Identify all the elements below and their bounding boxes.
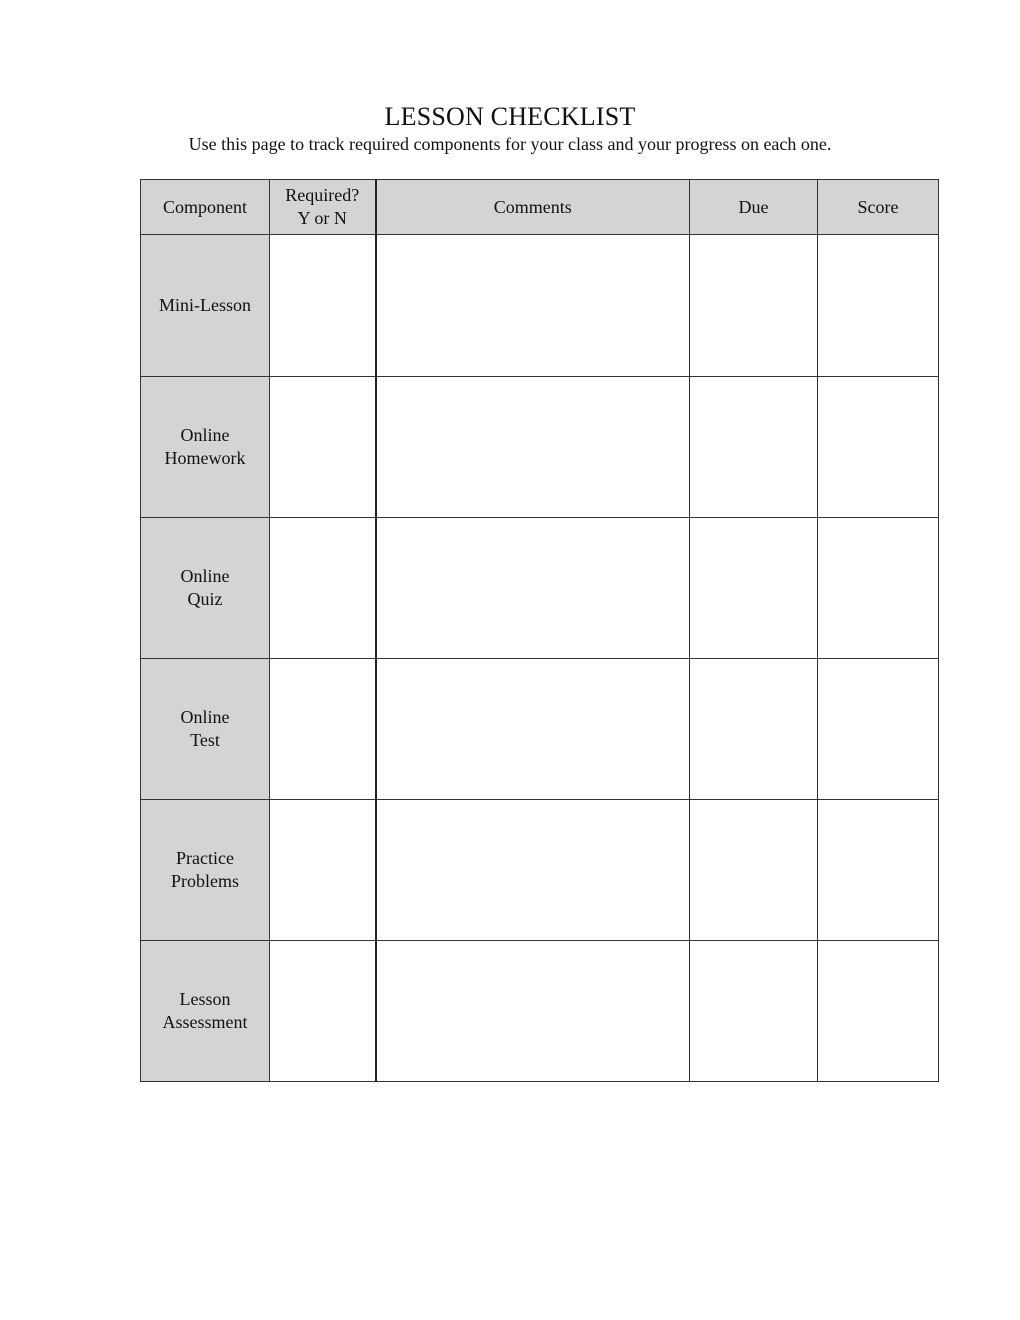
score-cell[interactable] <box>818 800 939 941</box>
score-cell[interactable] <box>818 235 939 377</box>
due-cell[interactable] <box>690 659 818 800</box>
page-subtitle: Use this page to track required components for your class and your progress on each one. <box>188 134 832 154</box>
header-score: Score <box>818 180 939 235</box>
header-required-line1: Required? <box>285 185 360 205</box>
comments-cell[interactable] <box>376 235 690 377</box>
header-component: Component <box>141 180 270 235</box>
table-row <box>141 235 939 377</box>
due-cell[interactable] <box>690 800 818 941</box>
component-label-line1: Online <box>180 707 230 727</box>
comments-cell[interactable] <box>376 377 690 518</box>
component-label-line1: Mini-Lesson <box>159 295 251 315</box>
due-cell[interactable] <box>690 377 818 518</box>
component-label-line2: Test <box>190 730 220 750</box>
comments-cell[interactable] <box>376 659 690 800</box>
required-cell[interactable] <box>270 235 376 377</box>
page-title: LESSON CHECKLIST <box>384 102 636 131</box>
component-name-cell <box>141 800 270 941</box>
table-row <box>141 377 939 518</box>
component-label-line2: Assessment <box>162 1012 248 1032</box>
table-row <box>141 518 939 659</box>
component-label-line1: Online <box>180 566 230 586</box>
component-label-line2: Quiz <box>187 589 223 609</box>
score-cell[interactable] <box>818 518 939 659</box>
score-cell[interactable] <box>818 377 939 518</box>
comments-cell[interactable] <box>376 518 690 659</box>
component-name-cell <box>141 659 270 800</box>
required-cell[interactable] <box>270 377 376 518</box>
required-cell[interactable] <box>270 518 376 659</box>
table-row <box>141 941 939 1082</box>
component-name-cell <box>141 518 270 659</box>
component-label-line1: Online <box>180 425 230 445</box>
required-cell[interactable] <box>270 941 376 1082</box>
component-label-line2: Homework <box>164 448 246 468</box>
table-header-row <box>141 180 939 235</box>
due-cell[interactable] <box>690 518 818 659</box>
comments-cell[interactable] <box>376 941 690 1082</box>
score-cell[interactable] <box>818 941 939 1082</box>
required-cell[interactable] <box>270 800 376 941</box>
header-required <box>270 180 376 235</box>
component-name-cell <box>141 941 270 1082</box>
component-label-line1: Lesson <box>179 989 231 1009</box>
table-row <box>141 800 939 941</box>
table-row <box>141 659 939 800</box>
required-cell[interactable] <box>270 659 376 800</box>
due-cell[interactable] <box>690 235 818 377</box>
component-name-cell <box>141 377 270 518</box>
due-cell[interactable] <box>690 941 818 1082</box>
component-name-cell <box>141 235 270 377</box>
score-cell[interactable] <box>818 659 939 800</box>
header-comments: Comments <box>376 180 690 235</box>
header-required-line2: Y or N <box>297 208 347 228</box>
component-label-line2: Problems <box>170 871 239 891</box>
header-due: Due <box>690 180 818 235</box>
comments-cell[interactable] <box>376 800 690 941</box>
component-label-line1: Practice <box>176 848 234 868</box>
lesson-checklist-table <box>140 179 939 1082</box>
